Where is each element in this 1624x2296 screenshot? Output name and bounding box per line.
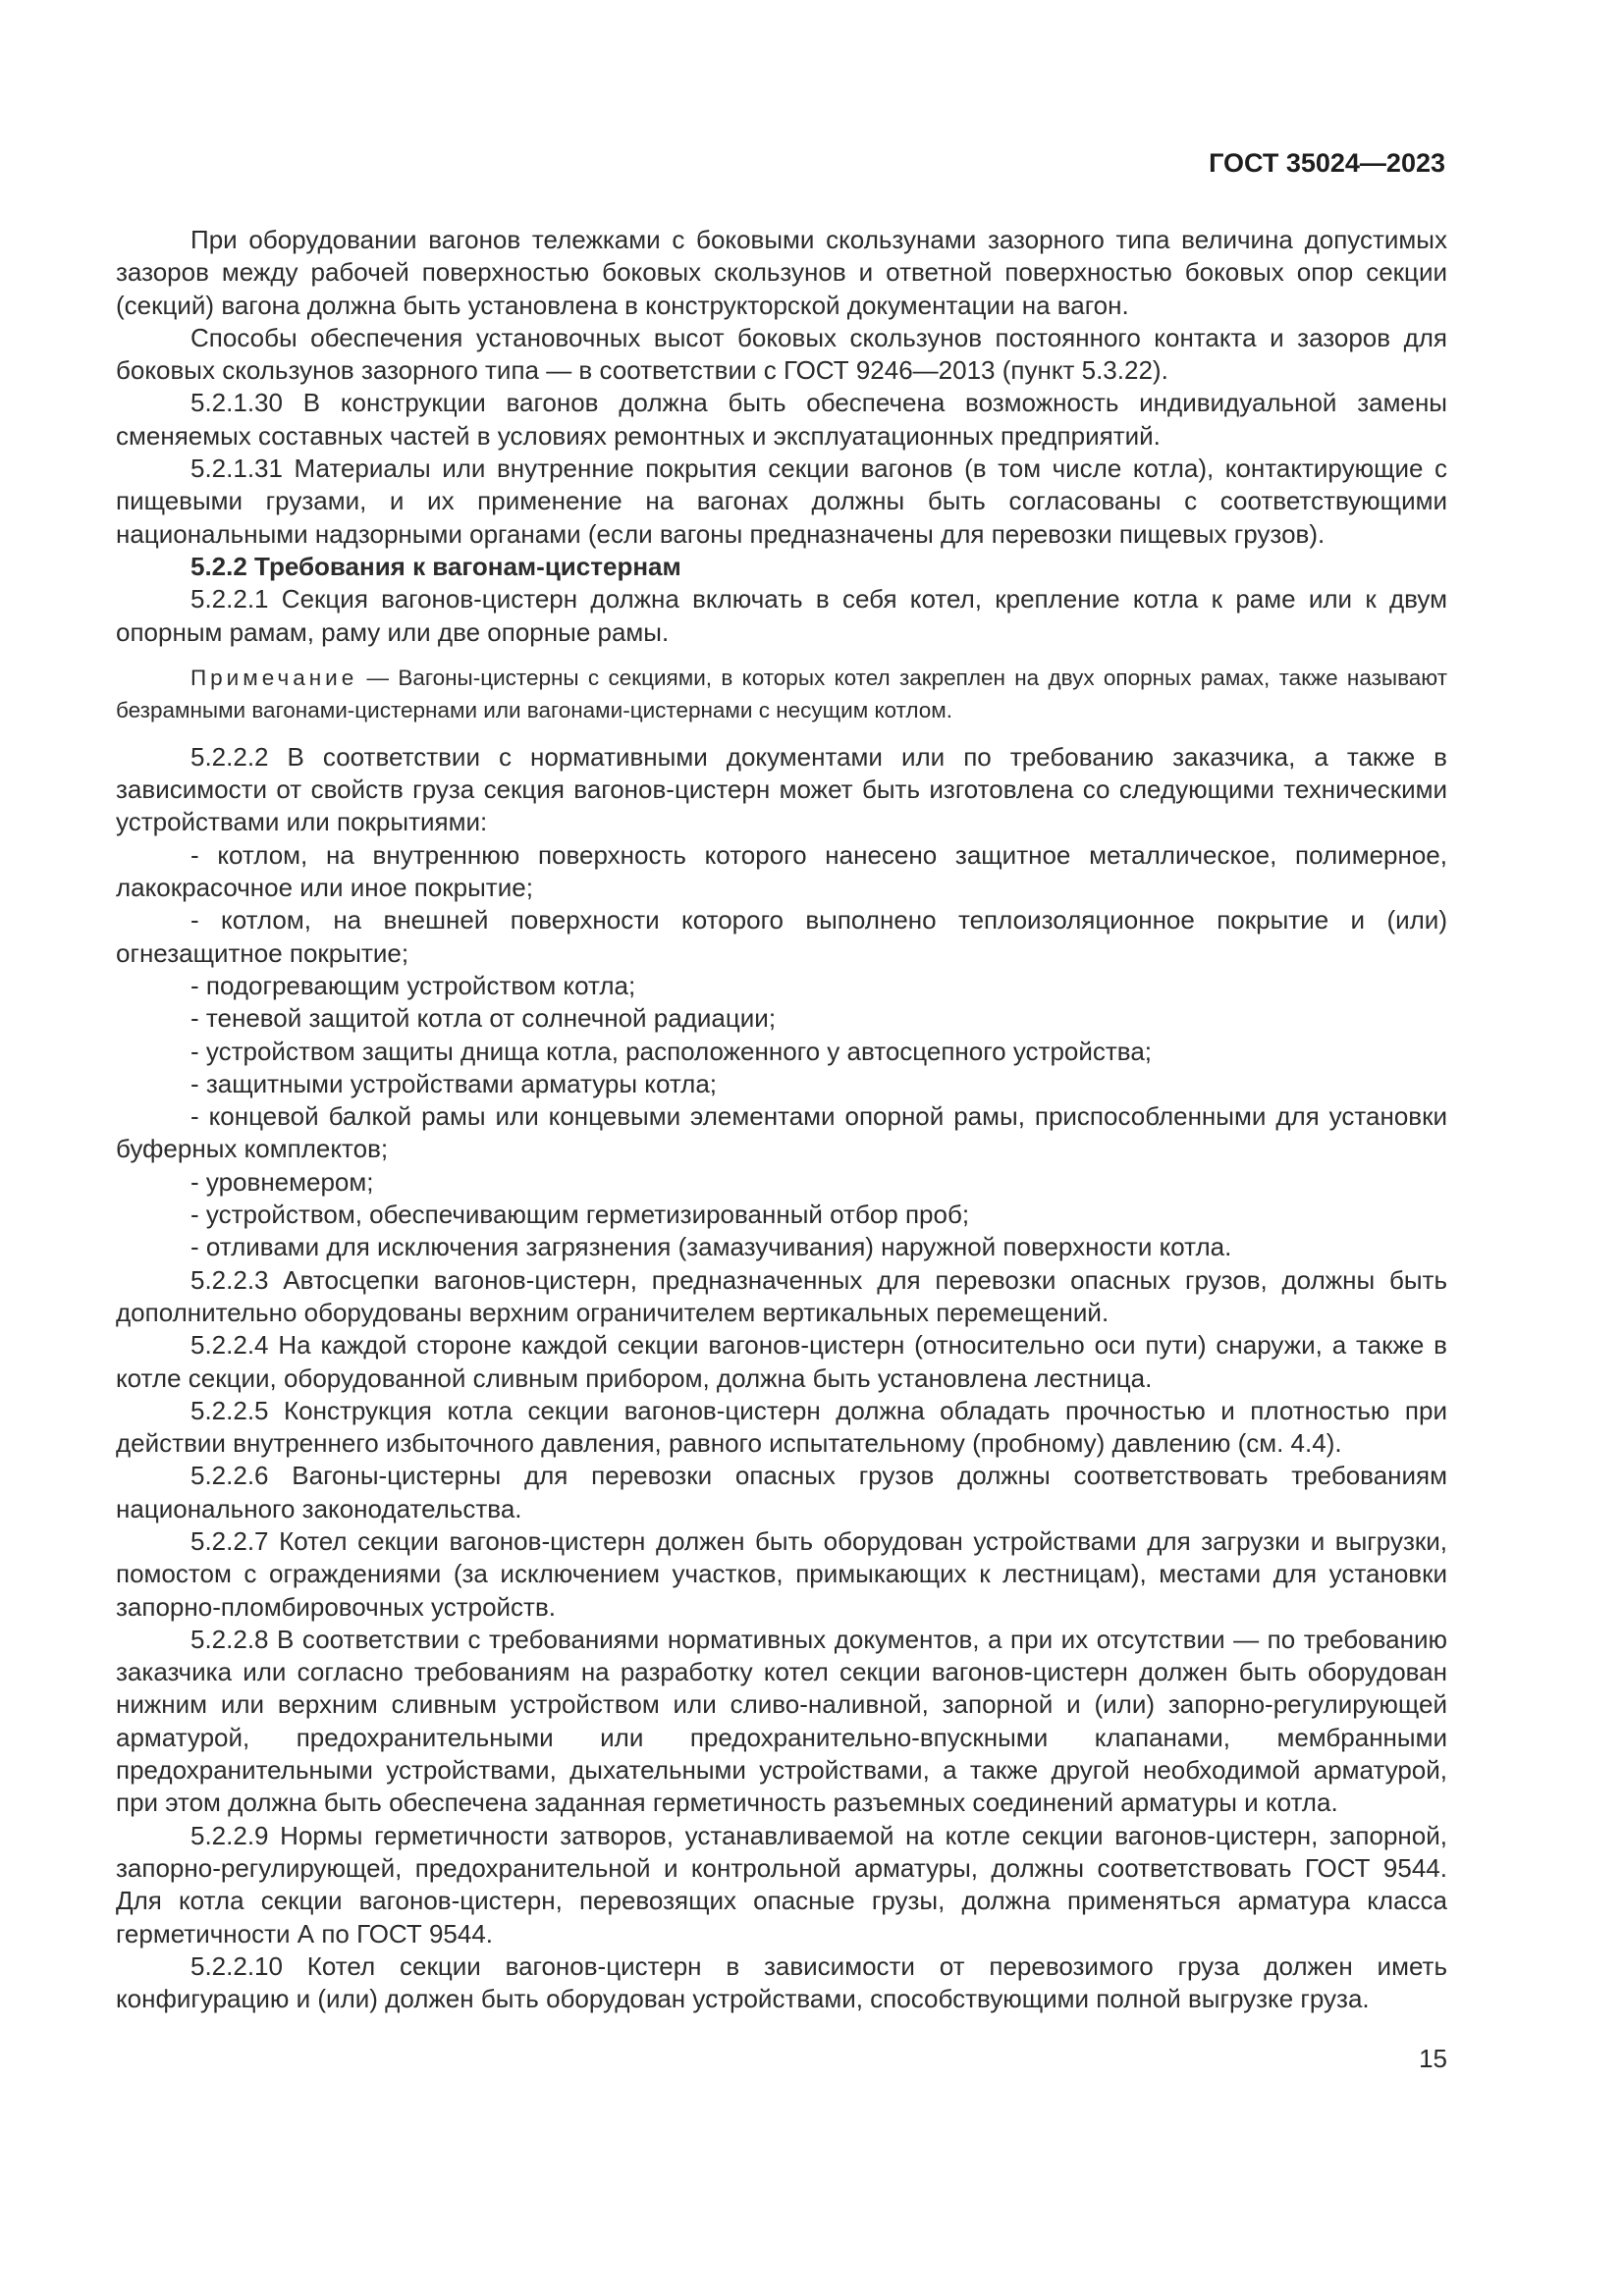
list-item: - теневой защитой котла от солнечной радиации; <box>190 1003 777 1034</box>
note-label: Примечание <box>190 665 358 690</box>
paragraph: 5.2.2.2 В соответствии с нормативными документами или по требованию заказчика, а также в зависимости от свойств груза секция вагонов-цистерн может быть изготовлена со следующими техническими устройствами или покрытиями: <box>116 741 1447 837</box>
paragraph: Способы обеспечения установочных высот боковых скользунов постоянного контакта и зазоров для боковых скользунов зазорного типа — в соответствии с ГОСТ 9246—2013 (пункт 5.3.22). <box>116 322 1447 386</box>
paragraph: 5.2.1.30 В конструкции вагонов должна быть обеспечена возможность индивидуальной замены сменяемых составных частей в условиях ремонтных и эксплуатационных предприятий. <box>116 388 1447 451</box>
paragraph: 5.2.2.5 Конструкция котла секции вагонов-цистерн должна обладать прочностью и плотностью при действии внутреннего избыточного давления, равного испытательному (пробному) давлению (см. 4.4). <box>116 1395 1447 1459</box>
list-item: - отливами для исключения загрязнения (замазучивания) наружной поверхности котла. <box>190 1232 1232 1262</box>
paragraph: 5.2.2.9 Нормы герметичности затворов, устанавливаемой на котле секции вагонов-цистерн, запорной, запорно-регулирующей, предохранительной и контрольной арматуры, должны соответствовать ГОСТ 9544. Для котла секции вагонов-цистерн, перевозящих опасные грузы, должна применяться арматура класса герметичности А по ГОСТ 9544. <box>116 1820 1447 1949</box>
list-item: - уровнемером; <box>190 1166 374 1197</box>
paragraph: 5.2.2.3 Автосцепки вагонов-цистерн, предназначенных для перевозки опасных грузов, должны быть дополнительно оборудованы верхним ограничителем вертикальных перемещений. <box>116 1264 1447 1327</box>
list-item: - устройством защиты днища котла, расположенного у автосцепного устройства; <box>190 1036 1153 1066</box>
list-item: - котлом, на внутреннюю поверхность которого нанесено защитное металлическое, полимерное, лакокрасочное или иное покрытие; <box>116 839 1447 903</box>
list-item: - котлом, на внешней поверхности которого выполнено теплоизоляционное покрытие и (или) огнезащитное покрытие; <box>116 905 1447 968</box>
page-number: 15 <box>1419 2044 1447 2073</box>
paragraph: 5.2.2.8 В соответствии с требованиями нормативных документов, а при их отсутствии — по требованию заказчика или согласно требованиям на разработку котел секции вагонов-цистерн должен быть оборудован нижним или верхним сливным устройством или сливо-наливной, запорной и (или) запорно-регулирующей арматурой, предохранительными или предохранительно-впускными клапанами, мембранными предохранительными устройствами, дыхательными устройствами, а также другой необходимой арматурой, при этом должна быть обеспечена заданная герметичность разъемных соединений арматуры и котла. <box>116 1624 1447 1818</box>
section-heading: 5.2.2 Требования к вагонам-цистернам <box>190 551 681 581</box>
paragraph: 5.2.2.1 Секция вагонов-цистерн должна включать в себя котел, крепление котла к раме или к двум опорным рамам, раму или две опорные рамы. <box>116 584 1447 647</box>
paragraph: 5.2.1.31 Материалы или внутренние покрытия секции вагонов (в том числе котла), контактирующие с пищевыми грузами, и их применение на вагонах должны быть согласованы с соответствующими национальными надзорными органами (если вагоны предназначены для перевозки пищевых грузов). <box>116 454 1447 549</box>
paragraph: 5.2.2.7 Котел секции вагонов-цистерн должен быть оборудован устройствами для загрузки и выгрузки, помостом с ограждениями (за исключением участков, примыкающих к лестницам), местами для установки запорно-пломбировочных устройств. <box>116 1525 1447 1622</box>
note-block <box>116 662 1447 726</box>
paragraph: 5.2.2.4 На каждой стороне каждой секции вагонов-цистерн (относительно оси пути) снаружи, а также в котле секции, оборудованной сливным прибором, должна быть установлена лестница. <box>116 1330 1447 1393</box>
paragraph: 5.2.2.10 Котел секции вагонов-цистерн в зависимости от перевозимого груза должен иметь конфигурацию и (или) должен быть оборудован устройствами, способствующими полной выгрузке груза. <box>116 1950 1447 2014</box>
document-body <box>116 224 1447 2015</box>
list-item: - защитными устройствами арматуры котла; <box>190 1068 718 1098</box>
paragraph: При оборудовании вагонов тележками с боковыми скользунами зазорного типа величина допустимых зазоров между рабочей поверхностью боковых скользунов и ответной поверхностью боковых опор секции (секций) вагона должна быть установлена в конструкторской документации на вагон. <box>116 225 1447 320</box>
list-item: - подогревающим устройством котла; <box>190 970 636 1000</box>
paragraph: 5.2.2.6 Вагоны-цистерны для перевозки опасных грузов должны соответствовать требованиям национального законодательства. <box>116 1461 1447 1523</box>
note-text: — Вагоны-цистерны с секциями, в которых котел закреплен на двух опорных рамах, также называют безрамными вагонами-цистернами или вагонами-цистернами с несущим котлом. <box>116 665 1447 722</box>
list-item: - устройством, обеспечивающим герметизированный отбор проб; <box>190 1200 970 1230</box>
list-item: - концевой балкой рамы или концевыми элементами опорной рамы, приспособленными для установки буферных комплектов; <box>116 1101 1447 1164</box>
document-id-header: ГОСТ 35024—2023 <box>1209 148 1445 178</box>
